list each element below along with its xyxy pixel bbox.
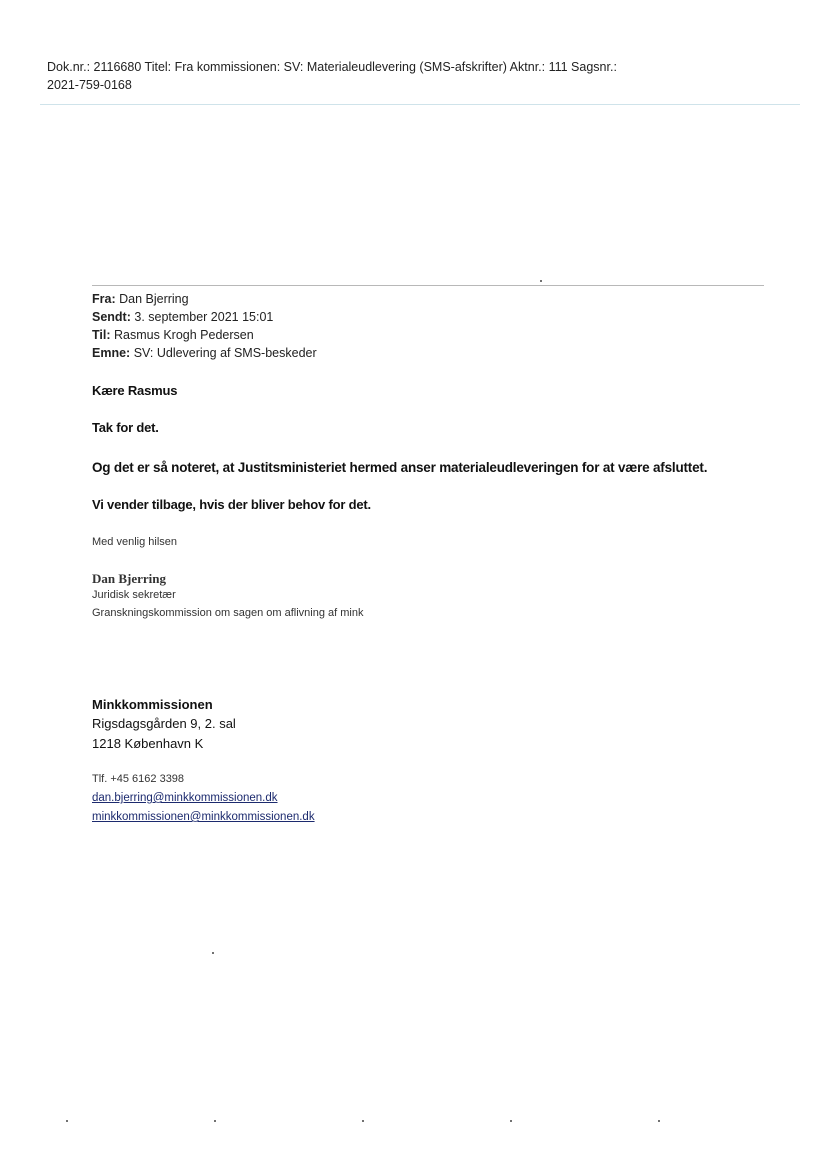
email-divider: [92, 285, 764, 286]
scan-speck: [540, 280, 542, 282]
document-header-line-2: 2021-759-0168: [47, 78, 132, 92]
email-subject: [92, 346, 317, 360]
scan-speck: [66, 1120, 68, 1122]
signature-name: Dan Bjerring: [92, 571, 167, 586]
email-link-commission[interactable]: minkkommissionen@minkkommissionen.dk: [92, 811, 315, 823]
header-divider: [40, 104, 800, 105]
scan-speck: [214, 1120, 216, 1122]
signature-organization: Granskningskommission om sagen om aflivning af mink: [92, 607, 364, 619]
to-label: Til:: [92, 328, 111, 342]
scan-speck: [212, 952, 214, 954]
body-paragraph-2: Og det er så noteret, at Justitsministeriet hermed anser materialeudleveringen for at være afsluttet.: [92, 460, 708, 475]
greeting: Kære Rasmus: [92, 383, 178, 398]
scan-speck: [362, 1120, 364, 1122]
from-value: Dan Bjerring: [119, 292, 189, 306]
contact-phone: Tlf. +45 6162 3398: [92, 773, 185, 785]
contact-address-line-2: 1218 København K: [92, 736, 204, 751]
signature-title: Juridisk sekretær: [92, 589, 176, 601]
subject-value: SV: Udlevering af SMS-beskeder: [133, 346, 317, 360]
sent-value: 3. september 2021 15:01: [134, 310, 274, 324]
email-from: [92, 292, 189, 306]
subject-label: Emne:: [92, 346, 131, 360]
closing: Med venlig hilsen: [92, 536, 177, 548]
contact-org-name: Minkkommissionen: [92, 697, 213, 712]
email-to: [92, 328, 254, 342]
document-header-line-1: Dok.nr.: 2116680 Titel: Fra kommissionen: SV: Materialeudlevering (SMS-afskrifter) Aktnr.: 111 Sagsnr.:: [47, 60, 617, 74]
to-value: Rasmus Krogh Pedersen: [114, 328, 254, 342]
body-paragraph-3: Vi vender tilbage, hvis der bliver behov for det.: [92, 497, 371, 512]
scan-speck: [510, 1120, 512, 1122]
contact-address-line-1: Rigsdagsgården 9, 2. sal: [92, 716, 236, 731]
scan-speck: [658, 1120, 660, 1122]
email-link-dan[interactable]: dan.bjerring@minkkommissionen.dk: [92, 792, 278, 804]
body-paragraph-1: Tak for det.: [92, 420, 159, 435]
from-label: Fra:: [92, 292, 116, 306]
email-sent: [92, 310, 273, 324]
sent-label: Sendt:: [92, 310, 131, 324]
